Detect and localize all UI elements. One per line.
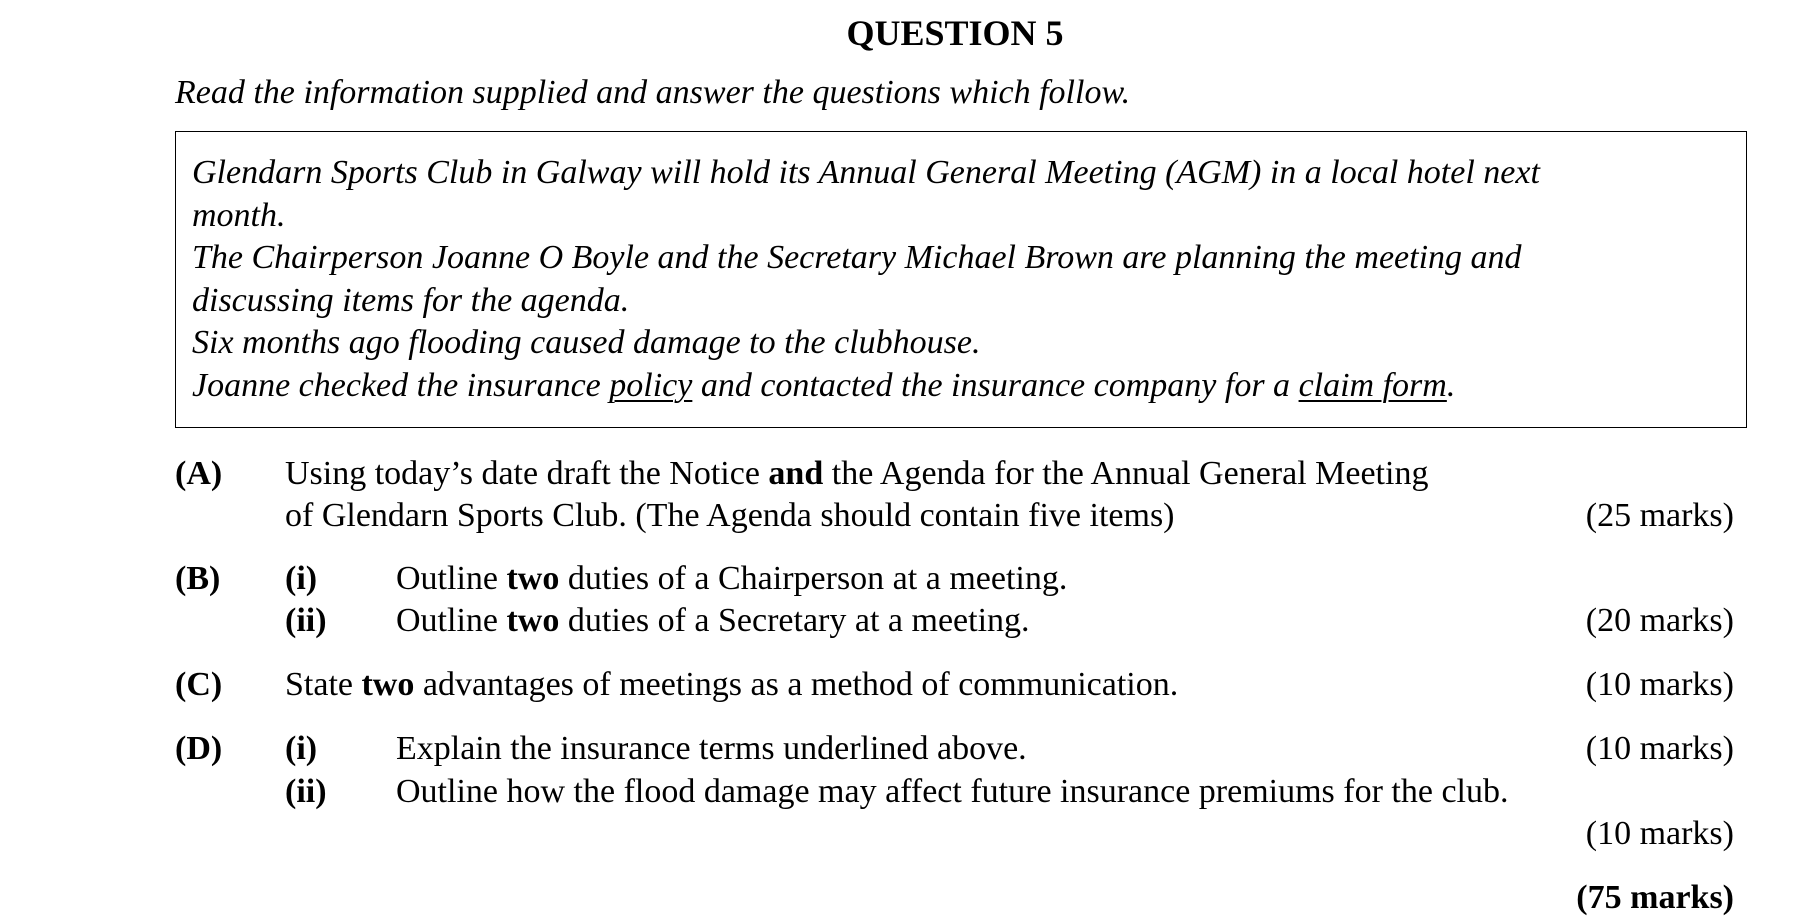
- scenario-text: Joanne checked the insurance: [192, 366, 610, 404]
- text: duties of a Chairperson at a meeting.: [559, 560, 1068, 597]
- marks-label: (10 marks): [1585, 815, 1734, 852]
- question-text: Explain the insurance terms underlined above.: [396, 730, 1027, 767]
- question-text: [396, 558, 1067, 600]
- underlined-term-policy: policy: [609, 366, 693, 404]
- scenario-text: .: [1446, 366, 1456, 404]
- question-text: [285, 453, 1428, 495]
- text: advantages of meetings as a method of communication.: [414, 666, 1179, 703]
- question-a-line-1: [0, 453, 1818, 495]
- question-d-i: [0, 728, 1818, 770]
- scenario-line: The Chairperson Joanne O Boyle and the Secretary Michael Brown are planning the meeting and: [192, 239, 1522, 276]
- scenario-text: and contacted the insurance company for a: [692, 366, 1299, 404]
- question-b-i: [0, 558, 1818, 600]
- bold-text: and: [768, 455, 824, 492]
- question-text: Outline how the flood damage may affect future insurance premiums for the club.: [396, 773, 1509, 810]
- total-marks: (75 marks): [1576, 879, 1734, 916]
- question-a-line-2: [0, 495, 1818, 537]
- question-label: (B): [175, 560, 221, 597]
- question-d-ii-marks: [0, 813, 1818, 855]
- bold-text: two: [506, 560, 560, 597]
- question-c: [0, 664, 1818, 706]
- scenario-line: month.: [192, 196, 286, 234]
- total-marks-row: [0, 877, 1818, 919]
- sub-question-label: (i): [285, 730, 318, 767]
- question-d-ii: [0, 771, 1818, 813]
- bold-text: two: [361, 666, 415, 703]
- marks-label: (25 marks): [1585, 497, 1734, 534]
- text: the Agenda for the Annual General Meeting: [823, 455, 1429, 492]
- underlined-term-claim-form: claim form: [1298, 366, 1447, 404]
- bold-text: two: [506, 602, 560, 639]
- scenario-line: Six months ago flooding caused damage to the clubhouse.: [192, 324, 981, 361]
- text: Outline: [396, 602, 507, 639]
- scenario-line: [192, 365, 1730, 408]
- question-label: (D): [175, 730, 223, 767]
- question-text: [285, 664, 1178, 706]
- text: Outline: [396, 560, 507, 597]
- instructions: Read the information supplied and answer the questions which follow.: [175, 74, 1131, 111]
- scenario-line: discussing items for the agenda.: [192, 281, 630, 319]
- question-b-ii: [0, 600, 1818, 642]
- marks-label: (20 marks): [1585, 602, 1734, 639]
- question-text: of Glendarn Sports Club. (The Agenda should contain five items): [285, 497, 1175, 534]
- marks-label: (10 marks): [1585, 730, 1734, 767]
- text: duties of a Secretary at a meeting.: [559, 602, 1030, 639]
- marks-label: (10 marks): [1585, 666, 1734, 703]
- sub-question-label: (ii): [285, 602, 327, 639]
- sub-question-label: (i): [285, 560, 318, 597]
- question-text: [396, 600, 1030, 642]
- question-label: (A): [175, 455, 223, 492]
- scenario-line: Glendarn Sports Club in Galway will hold its Annual General Meeting (AGM) in a local hotel next: [192, 154, 1540, 191]
- question-label: (C): [175, 666, 223, 703]
- question-title: QUESTION 5: [846, 13, 1064, 53]
- text: State: [285, 666, 362, 703]
- scenario-box: [175, 131, 1747, 428]
- text: Using today’s date draft the Notice: [285, 455, 769, 492]
- sub-question-label: (ii): [285, 773, 327, 810]
